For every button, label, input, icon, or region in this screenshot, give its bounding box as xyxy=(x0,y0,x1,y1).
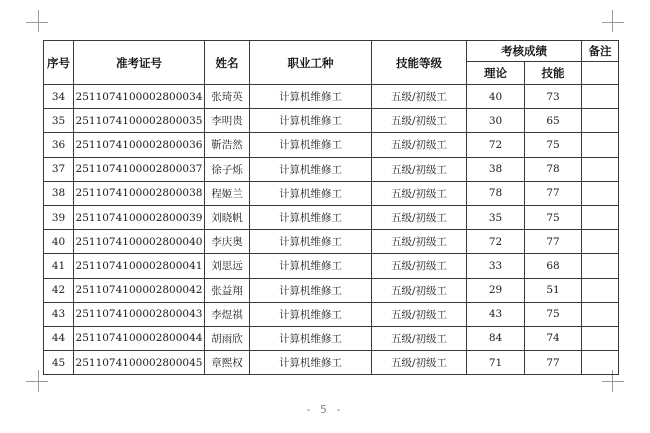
cell-seq: 41 xyxy=(44,254,74,278)
cell-theory-score: 78 xyxy=(467,181,525,205)
table-row xyxy=(44,85,619,109)
cell-occupation: 计算机维修工 xyxy=(250,181,372,205)
page-number: - 5 - xyxy=(306,403,344,416)
table-row xyxy=(44,351,619,375)
crop-mark-bottom-left-h xyxy=(26,381,48,382)
cell-skill-level: 五级/初级工 xyxy=(372,133,467,157)
table-row xyxy=(44,157,619,181)
cell-skill-score: 77 xyxy=(525,230,582,254)
header-ticket-number: 准考证号 xyxy=(74,41,205,85)
crop-mark-top-left-h xyxy=(26,22,48,23)
cell-theory-score: 71 xyxy=(467,351,525,375)
cell-remarks xyxy=(582,230,619,254)
cell-occupation: 计算机维修工 xyxy=(250,278,372,302)
cell-name: 靳浩然 xyxy=(205,133,250,157)
cell-ticket-number: 2511074100002800038 xyxy=(74,181,205,205)
cell-ticket-number: 2511074100002800040 xyxy=(74,230,205,254)
header-skill: 技能 xyxy=(525,62,582,85)
header-seq: 序号 xyxy=(44,41,74,85)
header-remarks: 备注 xyxy=(582,41,619,62)
cell-skill-score: 77 xyxy=(525,351,582,375)
cell-seq: 36 xyxy=(44,133,74,157)
cell-occupation: 计算机维修工 xyxy=(250,254,372,278)
cell-skill-score: 68 xyxy=(525,254,582,278)
cell-ticket-number: 2511074100002800039 xyxy=(74,205,205,229)
cell-ticket-number: 2511074100002800034 xyxy=(74,85,205,109)
cell-remarks xyxy=(582,278,619,302)
cell-ticket-number: 2511074100002800045 xyxy=(74,351,205,375)
cell-name: 胡雨欣 xyxy=(205,326,250,350)
table-row xyxy=(44,109,619,133)
cell-skill-level: 五级/初级工 xyxy=(372,181,467,205)
cell-theory-score: 40 xyxy=(467,85,525,109)
cell-remarks xyxy=(582,351,619,375)
cell-skill-level: 五级/初级工 xyxy=(372,302,467,326)
cell-seq: 38 xyxy=(44,181,74,205)
cell-skill-level: 五级/初级工 xyxy=(372,157,467,181)
cell-seq: 40 xyxy=(44,230,74,254)
cell-remarks xyxy=(582,109,619,133)
crop-mark-top-right-h xyxy=(602,22,624,23)
cell-theory-score: 33 xyxy=(467,254,525,278)
cell-remarks xyxy=(582,133,619,157)
header-theory: 理论 xyxy=(467,62,525,85)
cell-ticket-number: 2511074100002800037 xyxy=(74,157,205,181)
cell-ticket-number: 2511074100002800044 xyxy=(74,326,205,350)
cell-theory-score: 35 xyxy=(467,205,525,229)
cell-seq: 34 xyxy=(44,85,74,109)
cell-seq: 39 xyxy=(44,205,74,229)
cell-remarks xyxy=(582,181,619,205)
cell-remarks xyxy=(582,254,619,278)
score-table xyxy=(43,40,619,375)
cell-seq: 45 xyxy=(44,351,74,375)
cell-theory-score: 29 xyxy=(467,278,525,302)
cell-ticket-number: 2511074100002800043 xyxy=(74,302,205,326)
cell-ticket-number: 2511074100002800042 xyxy=(74,278,205,302)
crop-mark-bottom-left-v xyxy=(38,370,39,392)
cell-occupation: 计算机维修工 xyxy=(250,133,372,157)
cell-occupation: 计算机维修工 xyxy=(250,205,372,229)
crop-mark-top-right-v xyxy=(612,10,613,32)
cell-name: 张琦英 xyxy=(205,85,250,109)
cell-skill-level: 五级/初级工 xyxy=(372,351,467,375)
cell-theory-score: 30 xyxy=(467,109,525,133)
cell-remarks xyxy=(582,302,619,326)
table-row xyxy=(44,254,619,278)
table-row xyxy=(44,181,619,205)
cell-name: 章熙权 xyxy=(205,351,250,375)
cell-theory-score: 72 xyxy=(467,133,525,157)
table-body xyxy=(44,85,619,375)
cell-name: 程姬兰 xyxy=(205,181,250,205)
cell-theory-score: 72 xyxy=(467,230,525,254)
table-row xyxy=(44,326,619,350)
cell-skill-level: 五级/初级工 xyxy=(372,254,467,278)
table-row xyxy=(44,230,619,254)
cell-remarks xyxy=(582,85,619,109)
cell-occupation: 计算机维修工 xyxy=(250,351,372,375)
cell-remarks xyxy=(582,326,619,350)
cell-skill-score: 77 xyxy=(525,181,582,205)
cell-theory-score: 43 xyxy=(467,302,525,326)
cell-theory-score: 38 xyxy=(467,157,525,181)
crop-mark-bottom-right-h xyxy=(602,381,624,382)
cell-skill-score: 65 xyxy=(525,109,582,133)
cell-occupation: 计算机维修工 xyxy=(250,157,372,181)
cell-occupation: 计算机维修工 xyxy=(250,230,372,254)
cell-skill-score: 74 xyxy=(525,326,582,350)
header-remarks-blank xyxy=(582,62,619,85)
table-row xyxy=(44,302,619,326)
cell-ticket-number: 2511074100002800036 xyxy=(74,133,205,157)
cell-seq: 35 xyxy=(44,109,74,133)
cell-skill-score: 75 xyxy=(525,133,582,157)
cell-name: 李明贵 xyxy=(205,109,250,133)
cell-skill-score: 78 xyxy=(525,157,582,181)
cell-occupation: 计算机维修工 xyxy=(250,85,372,109)
header-occupation: 职业工种 xyxy=(250,41,372,85)
cell-remarks xyxy=(582,157,619,181)
cell-skill-level: 五级/初级工 xyxy=(372,326,467,350)
table-row xyxy=(44,278,619,302)
cell-skill-score: 73 xyxy=(525,85,582,109)
cell-ticket-number: 2511074100002800041 xyxy=(74,254,205,278)
cell-name: 刘思远 xyxy=(205,254,250,278)
cell-remarks xyxy=(582,205,619,229)
header-name: 姓名 xyxy=(205,41,250,85)
cell-ticket-number: 2511074100002800035 xyxy=(74,109,205,133)
cell-skill-score: 51 xyxy=(525,278,582,302)
cell-seq: 37 xyxy=(44,157,74,181)
cell-skill-level: 五级/初级工 xyxy=(372,205,467,229)
cell-name: 李煜祺 xyxy=(205,302,250,326)
cell-seq: 43 xyxy=(44,302,74,326)
cell-name: 徐子烁 xyxy=(205,157,250,181)
cell-name: 李庆奥 xyxy=(205,230,250,254)
header-skill-level: 技能等级 xyxy=(372,41,467,85)
header-assessment-scores: 考核成绩 xyxy=(467,41,582,62)
cell-name: 刘晓帆 xyxy=(205,205,250,229)
cell-theory-score: 84 xyxy=(467,326,525,350)
cell-skill-score: 75 xyxy=(525,302,582,326)
cell-seq: 42 xyxy=(44,278,74,302)
cell-occupation: 计算机维修工 xyxy=(250,326,372,350)
cell-seq: 44 xyxy=(44,326,74,350)
table-row xyxy=(44,133,619,157)
cell-skill-score: 75 xyxy=(525,205,582,229)
cell-skill-level: 五级/初级工 xyxy=(372,85,467,109)
crop-mark-top-left-v xyxy=(38,10,39,32)
cell-skill-level: 五级/初级工 xyxy=(372,230,467,254)
cell-occupation: 计算机维修工 xyxy=(250,109,372,133)
table-row xyxy=(44,205,619,229)
cell-skill-level: 五级/初级工 xyxy=(372,278,467,302)
cell-occupation: 计算机维修工 xyxy=(250,302,372,326)
cell-skill-level: 五级/初级工 xyxy=(372,109,467,133)
cell-name: 张益翔 xyxy=(205,278,250,302)
